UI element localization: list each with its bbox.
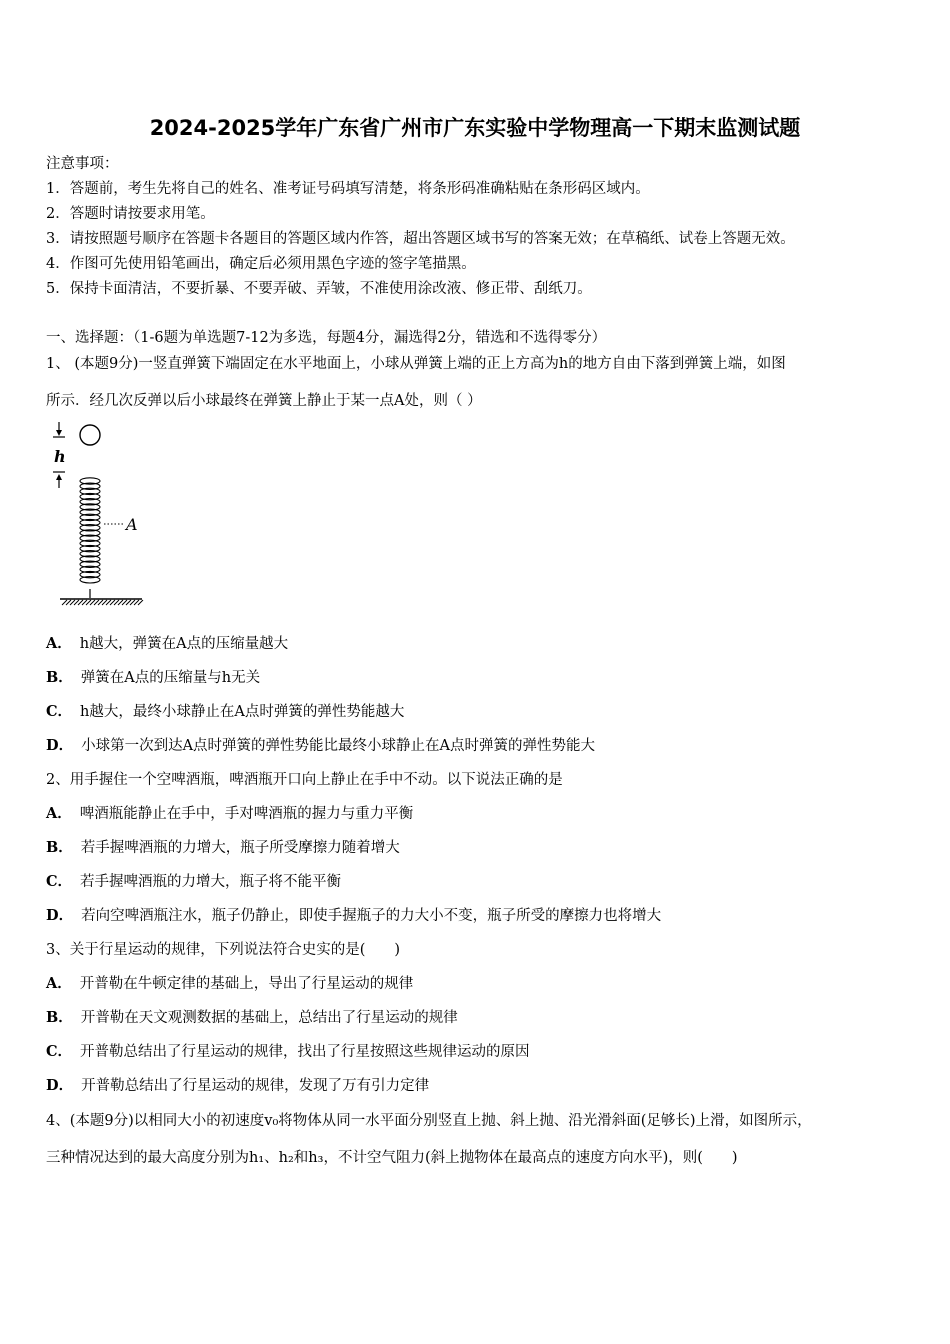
question-4-line-1: 4、(本题9分)以相同大小的初速度v₀将物体从同一水平面分别竖直上抛、斜上抛、沿光滑斜面(足够长)上滑，如图所示， bbox=[46, 1113, 812, 1129]
option-letter: A． bbox=[46, 805, 72, 822]
spring-coil bbox=[80, 478, 100, 583]
q2-option-c bbox=[46, 870, 341, 891]
option-letter: A． bbox=[46, 635, 72, 652]
option-text: 开普勒总结出了行星运动的规律，找出了行星按照这些规律运动的原因 bbox=[80, 1044, 530, 1060]
option-letter: B． bbox=[46, 1009, 73, 1026]
notice-item: 5．保持卡面清洁，不要折暴、不要弄破、弄皱，不准使用涂改液、修正带、刮纸刀。 bbox=[46, 281, 592, 297]
option-text: 若手握啤酒瓶的力增大，瓶子所受摩擦力随着增大 bbox=[80, 840, 400, 856]
question-3-stem: 3、关于行星运动的规律，下列说法符合史实的是( ) bbox=[46, 942, 401, 958]
label-a: A bbox=[126, 515, 138, 534]
q3-option-c bbox=[46, 1040, 530, 1061]
q2-option-d bbox=[46, 904, 661, 925]
q2-option-a bbox=[46, 802, 413, 823]
option-text: 弹簧在A点的压缩量与h无关 bbox=[80, 670, 261, 686]
option-letter: C． bbox=[46, 1043, 73, 1060]
option-text: 开普勒在牛顿定律的基础上，导出了行星运动的规律 bbox=[79, 976, 414, 992]
option-text: 若向空啤酒瓶注水，瓶子仍静止，即使手握瓶子的力大小不变，瓶子所受的摩擦力也将增大 bbox=[81, 908, 662, 924]
q1-option-a bbox=[46, 632, 288, 653]
question-2-stem: 2、用手握住一个空啤酒瓶，啤酒瓶开口向上静止在手中不动。以下说法正确的是 bbox=[46, 772, 563, 788]
section-heading: 一、选择题：（1-6题为单选题7-12为多选，每题4分，漏选得2分，错选和不选得零分） bbox=[46, 330, 607, 346]
q1-option-b bbox=[46, 666, 260, 687]
ball bbox=[80, 425, 100, 445]
q1-option-d bbox=[46, 734, 595, 755]
option-text: 啤酒瓶能静止在手中，手对啤酒瓶的握力与重力平衡 bbox=[79, 806, 414, 822]
option-text: 开普勒在天文观测数据的基础上，总结出了行星运动的规律 bbox=[80, 1010, 458, 1026]
option-letter: D． bbox=[46, 737, 74, 754]
question-1-line-1: 1、 (本题9分)一竖直弹簧下端固定在水平地面上，小球从弹簧上端的正上方高为h的地方自由下落到弹簧上端，如图 bbox=[46, 356, 786, 372]
q3-option-b bbox=[46, 1006, 458, 1027]
q1-option-c bbox=[46, 700, 404, 721]
spring-ball-figure bbox=[46, 418, 156, 610]
q3-option-a bbox=[46, 972, 413, 993]
notice-item: 2．答题时请按要求用笔。 bbox=[46, 206, 215, 222]
option-letter: B． bbox=[46, 839, 73, 856]
option-text: 开普勒总结出了行星运动的规律，发现了万有引力定律 bbox=[81, 1078, 430, 1094]
question-1-line-2: 所示．经几次反弹以后小球最终在弹簧上静止于某一点A处，则（ ） bbox=[46, 393, 482, 409]
option-letter: C． bbox=[46, 703, 73, 720]
notice-item: 4．作图可先使用铅笔画出，确定后必须用黑色字迹的签字笔描黑。 bbox=[46, 256, 476, 272]
option-letter: A． bbox=[46, 975, 72, 992]
notice-item: 3．请按照题号顺序在答题卡各题目的答题区域内作答，超出答题区域书写的答案无效；在草稿纸、试卷上答题无效。 bbox=[46, 231, 795, 247]
option-letter: D． bbox=[46, 907, 74, 924]
option-text: 小球第一次到达A点时弹簧的弹性势能比最终小球静止在A点时弹簧的弹性势能大 bbox=[81, 738, 596, 754]
option-letter: D． bbox=[46, 1077, 74, 1094]
page-title: 2024-2025学年广东省广州市广东实验中学物理高一下期末监测试题 bbox=[149, 116, 801, 140]
q3-option-d bbox=[46, 1074, 429, 1095]
option-letter: B． bbox=[46, 669, 73, 686]
q2-option-b bbox=[46, 836, 400, 857]
option-letter: C． bbox=[46, 873, 73, 890]
option-text: h越大，最终小球静止在A点时弹簧的弹性势能越大 bbox=[80, 704, 405, 720]
notice-item: 1．答题前，考生先将自己的姓名、准考证号码填写清楚，将条形码准确粘贴在条形码区域内。 bbox=[46, 181, 650, 197]
ground-hatch bbox=[62, 600, 143, 605]
option-text: 若手握啤酒瓶的力增大，瓶子将不能平衡 bbox=[80, 874, 342, 890]
notice-heading: 注意事项： bbox=[46, 156, 119, 172]
label-h: h bbox=[54, 447, 66, 466]
option-text: h越大，弹簧在A点的压缩量越大 bbox=[79, 636, 289, 652]
question-4-line-2: 三种情况达到的最大高度分别为h₁、h₂和h₃，不计空气阻力(斜上抛物体在最高点的速度方向水平)，则( ) bbox=[46, 1150, 738, 1166]
